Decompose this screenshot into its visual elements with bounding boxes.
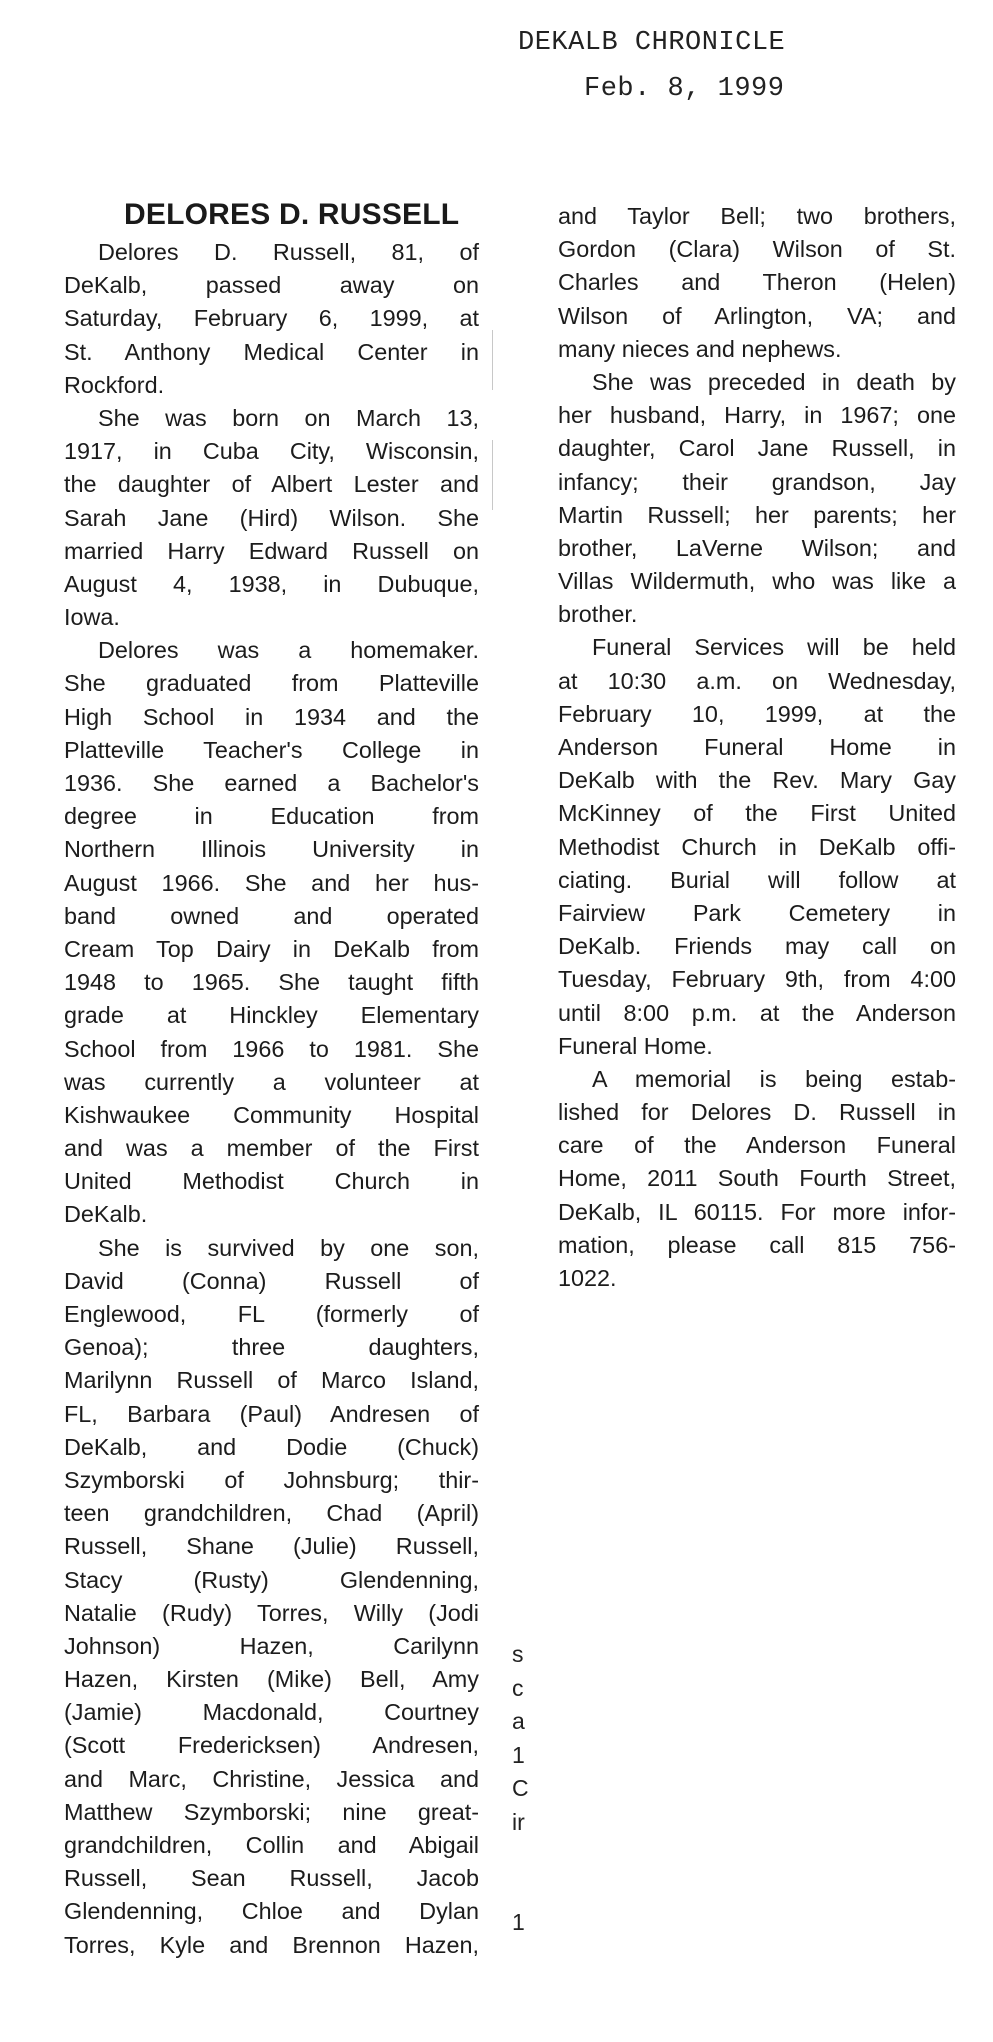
newspaper-name: DEKALB CHRONICLE: [518, 28, 786, 58]
text-line: Sarah Jane (Hird) Wilson. She: [64, 504, 479, 531]
text-line: February 10, 1999, at the: [558, 700, 956, 727]
text-line: Johnson) Hazen, Carilynn: [64, 1632, 479, 1659]
text-line: Russell, Shane (Julie) Russell,: [64, 1533, 479, 1560]
text-line: Iowa.: [64, 604, 120, 631]
text-line: Russell, Sean Russell, Jacob: [64, 1865, 479, 1892]
text-line: Anderson Funeral Home in: [558, 734, 956, 760]
text-line: and Marc, Christine, Jessica and: [64, 1765, 479, 1792]
text-line: Northern Illinois University in: [64, 836, 479, 863]
text-line: David (Conna) Russell of: [64, 1267, 479, 1294]
text-line: DeKalb, IL 60115. For more infor-: [558, 1198, 956, 1225]
text-line: her husband, Harry, in 1967; one: [558, 402, 956, 429]
scan-artifact-line: [492, 440, 493, 510]
text-line: Stacy (Rusty) Glendenning,: [64, 1566, 479, 1593]
text-line: (Scott Fredericksen) Andresen,: [64, 1732, 479, 1759]
text-line: DeKalb. Friends may call on: [558, 933, 956, 960]
text-line: Rockford.: [64, 371, 165, 398]
text-line: She was born on March 13,: [98, 404, 479, 431]
text-line: until 8:00 p.m. at the Anderson: [558, 999, 956, 1026]
text-line: Funeral Home.: [558, 1032, 713, 1059]
clipped-fragment: c: [512, 1674, 524, 1701]
clipped-fragment: a: [512, 1708, 525, 1734]
text-line: School from 1966 to 1981. She: [64, 1035, 479, 1062]
text-line: Martin Russell; her parents; her: [558, 501, 956, 528]
clipped-adjacent-column: [512, 1638, 529, 1940]
obituary-headline: DELORES D. RUSSELL: [124, 198, 460, 231]
text-line: Funeral Services will be held: [592, 634, 956, 661]
text-line: United Methodist Church in: [64, 1168, 479, 1195]
text-line: grandchildren, Collin and Abigail: [64, 1832, 479, 1858]
text-line: 1022.: [558, 1265, 617, 1291]
text-line: care of the Anderson Funeral: [558, 1132, 956, 1159]
text-line: St. Anthony Medical Center in: [64, 338, 479, 365]
text-line: mation, please call 815 756-: [558, 1231, 956, 1258]
text-line: Fairview Park Cemetery in: [558, 899, 956, 926]
text-line: Matthew Szymborski; nine great-: [64, 1798, 479, 1825]
text-line: DeKalb, passed away on: [64, 272, 479, 299]
publication-date: Feb. 8, 1999: [584, 74, 785, 104]
text-line: Glendenning, Chloe and Dylan: [64, 1898, 479, 1925]
text-line: at 10:30 a.m. on Wednesday,: [558, 667, 956, 694]
text-line: Genoa); three daughters,: [64, 1334, 479, 1361]
text-line: Gordon (Clara) Wilson of St.: [558, 236, 956, 263]
text-line: Home, 2011 South Fourth Street,: [558, 1165, 956, 1192]
text-line: ciating. Burial will follow at: [558, 866, 956, 893]
text-line: the daughter of Albert Lester and: [64, 471, 479, 498]
text-line: Englewood, FL (formerly of: [64, 1301, 479, 1327]
clipped-fragment: ir: [512, 1808, 525, 1835]
text-line: High School in 1934 and the: [64, 703, 479, 730]
text-line: many nieces and nephews.: [558, 335, 842, 362]
text-line: Torres, Kyle and Brennon Hazen,: [64, 1931, 479, 1958]
text-line: married Harry Edward Russell on: [64, 537, 479, 564]
text-line: August 1966. She and her hus-: [64, 869, 479, 896]
text-line: DeKalb.: [64, 1201, 148, 1228]
text-line: Methodist Church in DeKalb offi-: [558, 833, 956, 860]
scan-artifact-line: [492, 330, 493, 390]
text-line: Platteville Teacher's College in: [64, 736, 479, 763]
text-line: teen grandchildren, Chad (April): [64, 1500, 479, 1527]
fragment-gap: [512, 1839, 526, 1906]
text-line: Marilynn Russell of Marco Island,: [64, 1367, 479, 1394]
text-line: McKinney of the First United: [558, 800, 956, 827]
text-line: Saturday, February 6, 1999, at: [64, 305, 479, 332]
text-line: FL, Barbara (Paul) Andresen of: [64, 1400, 479, 1427]
clipped-fragment: s: [512, 1641, 524, 1667]
text-line: 1936. She earned a Bachelor's: [64, 770, 479, 796]
text-line: Kishwaukee Community Hospital: [64, 1101, 479, 1128]
text-line: 1917, in Cuba City, Wisconsin,: [64, 438, 479, 465]
obituary-column-left: [64, 236, 479, 1962]
text-line: brother.: [558, 601, 638, 628]
text-line: infancy; their grandson, Jay: [558, 468, 956, 495]
text-line: August 4, 1938, in Dubuque,: [64, 570, 479, 597]
text-line: and Taylor Bell; two brothers,: [558, 203, 956, 229]
text-line: Delores D. Russell, 81, of: [98, 239, 479, 265]
text-line: She graduated from Platteville: [64, 670, 479, 697]
text-line: DeKalb, and Dodie (Chuck): [64, 1433, 479, 1460]
text-line: (Jamie) Macdonald, Courtney: [64, 1699, 479, 1726]
text-line: degree in Education from: [64, 803, 479, 830]
text-line: Szymborski of Johnsburg; thir-: [64, 1466, 479, 1493]
text-line: Delores was a homemaker.: [98, 637, 479, 664]
text-line: Cream Top Dairy in DeKalb from: [64, 935, 479, 962]
text-line: Charles and Theron (Helen): [558, 269, 956, 296]
text-line: She is survived by one son,: [98, 1234, 479, 1261]
text-line: 1948 to 1965. She taught fifth: [64, 969, 479, 996]
obituary-column-right: [558, 200, 956, 1295]
text-line: A memorial is being estab-: [592, 1065, 956, 1092]
clipped-fragment: 1: [512, 1741, 525, 1768]
text-line: Wilson of Arlington, VA; and: [558, 302, 956, 329]
text-line: She was preceded in death by: [592, 368, 956, 395]
text-line: Villas Wildermuth, who was like a: [558, 568, 956, 595]
text-line: band owned and operated: [64, 902, 479, 929]
text-line: Hazen, Kirsten (Mike) Bell, Amy: [64, 1666, 479, 1693]
text-line: Natalie (Rudy) Torres, Willy (Jodi: [64, 1599, 479, 1626]
text-line: grade at Hinckley Elementary: [64, 1002, 479, 1029]
text-line: DeKalb with the Rev. Mary Gay: [558, 767, 956, 794]
text-line: daughter, Carol Jane Russell, in: [558, 435, 956, 462]
text-line: and was a member of the First: [64, 1135, 479, 1162]
clipped-fragment: 1: [512, 1909, 525, 1935]
text-line: Tuesday, February 9th, from 4:00: [558, 966, 956, 993]
text-line: was currently a volunteer at: [64, 1068, 479, 1095]
clipped-fragment: C: [512, 1775, 529, 1801]
text-line: lished for Delores D. Russell in: [558, 1099, 956, 1126]
text-line: brother, LaVerne Wilson; and: [558, 534, 956, 561]
